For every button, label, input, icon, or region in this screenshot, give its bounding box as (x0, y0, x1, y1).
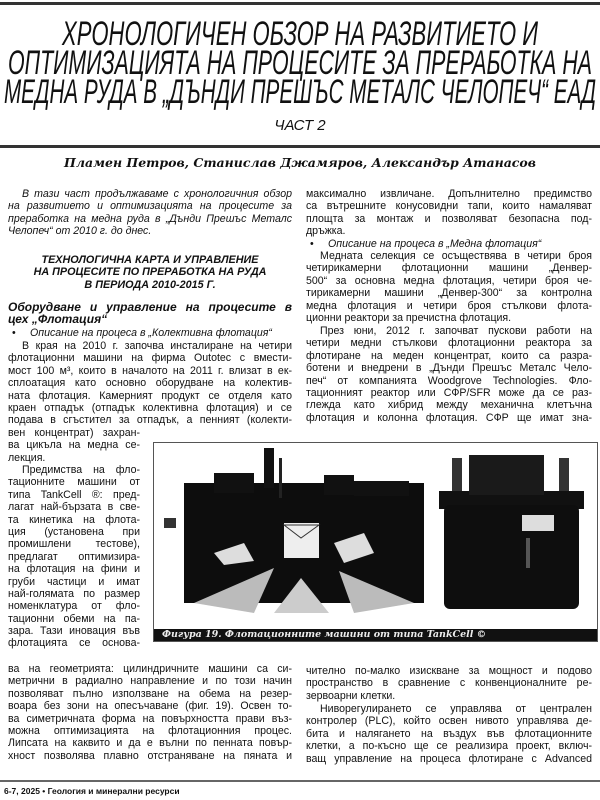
text-line: ващ управление на процеса флотиране с Advanced (306, 752, 592, 765)
text-line: лагат най-бързата в све- (8, 501, 140, 514)
text-line: дръжка. (306, 225, 346, 238)
paragraph-tankcell-advantages (8, 464, 140, 650)
text-line: ва цикъла на медна се- (8, 439, 140, 452)
tankcell-machines-image (164, 448, 424, 613)
text-line: клетки, а по-късно ще се реализира проект, включ- (306, 740, 592, 753)
section-heading (8, 254, 292, 291)
text-line: В ПЕРИОДА 2010-2015 Г. (84, 278, 216, 291)
text-line: пространство в сравнение с конвенционалните ре- (306, 677, 592, 690)
text-line: тирикамерни машини „Денвер-300“ за контролна (306, 287, 592, 300)
text-line: максимално извличане. Допълнително предимство (306, 188, 592, 200)
text-line: Челопеч“ от 2010 г. до днес. (8, 225, 152, 238)
text-line: та кинетика на флота- (8, 513, 140, 526)
text-line: лекция. (8, 451, 46, 464)
text-line: ва на геометрията: цилиндричните машини са си- (8, 663, 292, 675)
text-line: глежда като хибрид между механична клетъчна (306, 399, 592, 412)
text-line: подава в сгъстител за отпадък, а пенният (колекти- (8, 414, 292, 427)
text-line: зара. Тази иновация във (8, 625, 140, 638)
text-line: сплоатация като основно оборудване на колектив- (8, 377, 292, 390)
text-line: флотация и колонна флотация. СФР ще имат зна- (306, 411, 592, 424)
paragraph-tankcell-geometry (8, 663, 292, 762)
text-line: метрични в радиално направление и по този начин (8, 675, 292, 688)
text-line: флотиране на меден концентрат, които са разра- (306, 349, 592, 362)
text-line: печ“ от компанията Woodgrove Technologies. Фло- (306, 374, 592, 387)
text-line: В края на 2010 г. започва инсталиране на четири (22, 340, 292, 352)
intro-paragraph (8, 188, 292, 238)
subsection-heading (8, 302, 292, 327)
text-line: ботени и внедрени в „Дънди Прешъс Металс Чело- (306, 362, 592, 375)
text-line: на развитието и оптимизацията на процесите за (8, 200, 292, 213)
paragraph-sfr-power (306, 665, 592, 702)
title-rule (0, 145, 600, 148)
text-line: 500“ за основна медна флотация, четири броя че- (306, 274, 592, 287)
text-line: на флотация на фини и (8, 563, 140, 576)
text-line: тационният реактор или СФР/SFR може да се раз- (306, 386, 592, 399)
text-line: флотационни машини на фирма Outotec с вмести- (8, 352, 292, 365)
bullet-text: Описание на процеса в „Колективна флотация“ (30, 327, 272, 339)
text-line: Ниворегулирането се управлява от централен (320, 703, 592, 715)
text-line: можна оптимизацията на флотационния процес. (8, 724, 292, 737)
text-line: медна флотация и четири броя стълкови флота- (306, 299, 592, 312)
text-line: тационни обеми на па- (8, 612, 140, 625)
text-line: Липсата на каквито и да е вълни по пенната повър- (8, 737, 292, 750)
text-line: площта за монтаж и позволяват безопасна под- (306, 212, 592, 225)
text-line: флотацията се основа- (8, 637, 140, 650)
footer-rule (0, 780, 600, 782)
text-line: бита и налягането на въздух във флотационните (306, 727, 592, 740)
text-line: воара без зони на опесъчаване (фиг. 19). Освен то- (8, 700, 292, 713)
title-line-2: ОПТИМИЗАЦИЯТА НА ПРОЦЕСИТЕ ЗА ПРЕРАБОТКА НА (8, 44, 592, 82)
text-line: зервоарни клетки. (306, 689, 396, 702)
bullet-icon: • (310, 238, 314, 250)
authors: Пламен Петров, Станислав Джамяров, Александър Атанасов (64, 155, 536, 170)
text-line: четири медни стълкови флотационни реактора за (306, 337, 592, 350)
text-line: ТЕХНОЛОГИЧНА КАРТА И УПРАВЛЕНИЕ (41, 254, 259, 266)
text-line: четирикамерни флотационни машини „Денвер- (306, 262, 592, 275)
text-line: груби частици и имат (8, 575, 140, 588)
text-line: контролер (PLC), който освен нивото управлява де- (306, 715, 592, 728)
paragraph-extraction (306, 188, 592, 238)
text-line: вен концентрат) захран- (8, 426, 140, 439)
text-line: чително по-малко изискване за мощност и подово (306, 665, 592, 677)
text-line: ция (установена при (8, 525, 140, 538)
text-line: номенклатура от фло- (8, 600, 140, 613)
text-line: предлагат оптимизира- (8, 550, 140, 563)
text-line: мост 100 м³, които в началото на 2011 г. влизат в ек- (8, 364, 292, 377)
text-line: ната флотация. Камерният продукт се отделя като (8, 389, 292, 402)
text-line: преработка на медна руда в „Дънди Прешъс Металс (8, 212, 292, 225)
text-line: цех „Флотация“ (8, 312, 108, 327)
tankcell-photo (154, 443, 597, 629)
figure-caption: Фигура 19. Флотационните машини от типа TankCell © (154, 629, 597, 641)
paragraph-sfr-reactors (306, 325, 592, 424)
text-line: промишлени тестове), (8, 538, 140, 551)
text-line: хност позволява плавно отстраняване на пяната и (8, 749, 292, 762)
footer-issue: 6-7, 2025 • Геология и минерални ресурси (4, 786, 180, 796)
paragraph-plc-control (306, 703, 592, 765)
text-line: тационните машини от (8, 476, 140, 489)
text-line: НА ПРОЦЕСИТЕ ПО ПРЕРАБОТКА НА РУДА (33, 266, 267, 279)
text-line: Оборудване и управление на процесите в (8, 300, 292, 314)
text-line: През юни, 2012 г. започват пускови работи на (320, 325, 592, 337)
text-line: Медната селекция се осъществява в четири броя (320, 250, 592, 262)
article-title (0, 0, 600, 150)
title-line-1: ХРОНОЛОГИЧЕН ОБЗОР НА РАЗВИТИЕТО И (61, 15, 539, 53)
text-line: В тази част продължаваме с хронологичния обзор (22, 188, 292, 200)
text-line: типа TankCell ®: пред- (8, 488, 140, 501)
text-line: са вътрешните конусовидни тапи, които намаляват (306, 200, 592, 213)
title-part: ЧАСТ 2 (274, 117, 326, 134)
title-line-3: МЕДНА РУДА В „ДЪНДИ ПРЕШЪС МЕТАЛС ЧЕЛОПЕЧ“ ЕАД (4, 73, 596, 111)
figure-19 (153, 442, 598, 642)
text-line: краен отпадък (отпадък колективна флотация) и се (8, 401, 292, 414)
bullet-copper-flotation (306, 238, 541, 250)
text-line: позволяват пълно използване на обема на резер- (8, 687, 292, 700)
text-line: Предимства на фло- (22, 464, 140, 476)
text-line: ва симетричната форма на повърхността прави въз- (8, 712, 292, 725)
bullet-icon: • (12, 327, 16, 339)
tankcell-tank-image (439, 455, 584, 609)
text-line: ционни реактори за пречистна флотация. (306, 311, 512, 324)
text-line: най-голямата по размер (8, 587, 140, 600)
paragraph-copper-selection (306, 250, 592, 324)
bullet-text: Описание на процеса в „Медна флотация“ (328, 238, 542, 250)
bullet-collective-flotation (8, 327, 272, 339)
